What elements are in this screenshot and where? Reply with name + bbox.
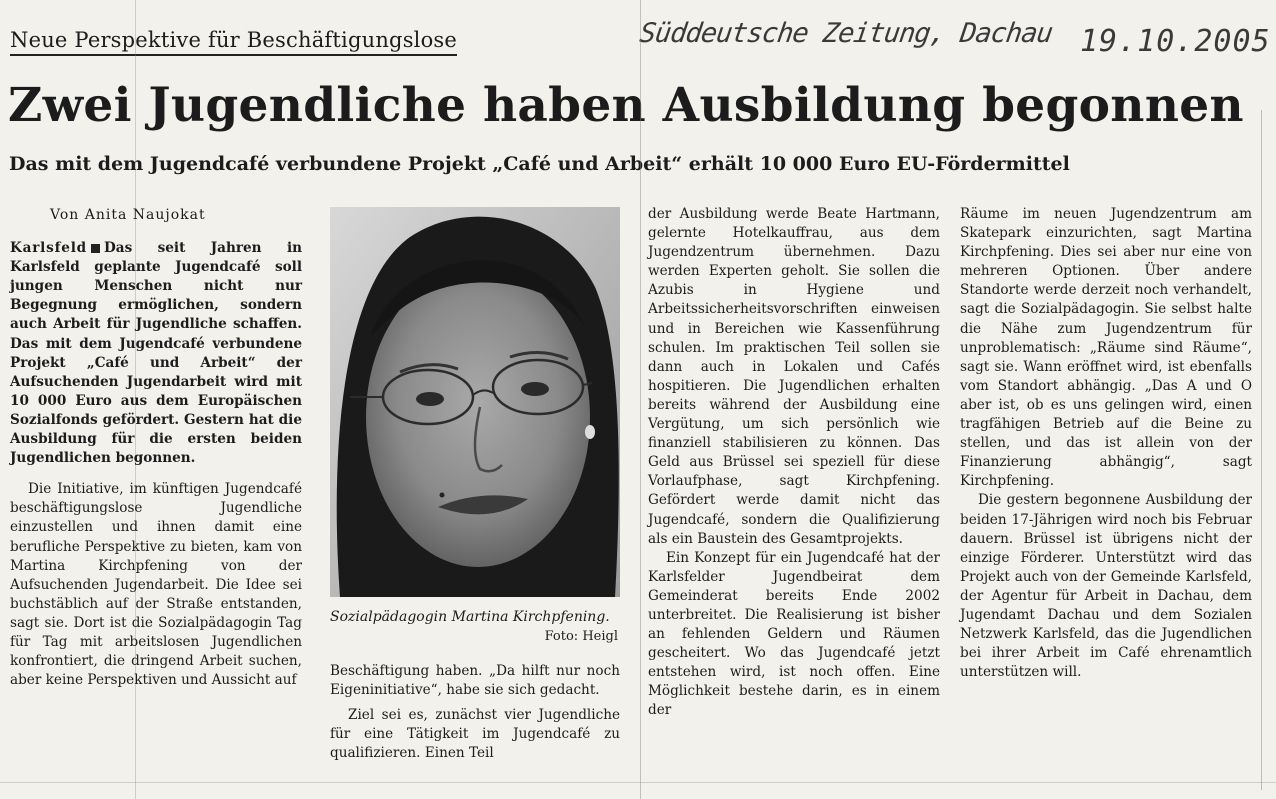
- lead-paragraph: [10, 239, 302, 468]
- body-paragraph: der Ausbildung werde Beate Hartmann, gelernte Hotelkauffrau, aus dem Jugendzentrum übernehmen. Dazu werden Experten geholt. Sie sollen die Azubis in Hygiene und Arbeitssicherheitsvorschriften einweisen und in Bereichen wie Kassenführung schulen. Im praktischen Teil sollen sie dann auch in Lokalen und Cafés hospitieren. Die Jugendlichen erhalten bereits während der Ausbildung eine Vergütung, um sich persönlich wie finanziell stabilisieren zu können. Das Geld aus Brüssel sei speziell für diese Vorlaufphase, sagt Kirchpfening. Gefördert werde damit nicht das Jugendcafé, sondern die Qualifizierung als ein Baustein des Gesamtprojekts.: [648, 206, 940, 547]
- portrait-photo: [330, 207, 620, 597]
- kicker: Neue Perspektive für Beschäftigungslose: [10, 28, 457, 56]
- caption-text: Sozialpädagogin Martina Kirchpfening.: [330, 609, 610, 625]
- photo-credit: Foto: Heigl: [544, 629, 618, 644]
- dateline-place: Karlsfeld: [10, 240, 87, 257]
- column-3: [648, 205, 940, 721]
- body-paragraph: Die Initiative, im künftigen Jugendcafé beschäftigungslose Jugendliche einzustellen und ihnen damit eine berufliche Perspektive zu bieten, kam von Martina Kirchpfening von der Aufsuchenden Jugendarbeit. Die Idee sei buchstäblich auf der Straße entstanden, sagt sie. Dort ist die Sozialpädagogin Tag für Tag mit arbeitslosen Jugendlichen konfrontiert, die dringend Arbeit suchen, aber keine Perspektiven und Aussicht auf: [10, 481, 302, 689]
- column-2: [330, 662, 620, 763]
- headline: Zwei Jugendliche haben Ausbildung begonnen: [8, 78, 1244, 133]
- column-1: [10, 206, 302, 690]
- body-paragraph: Räume im neuen Jugendzentrum am Skatepark einzurichten, sagt Martina Kirchpfening. Dies sei aber nur eine von mehreren Optionen. Über andere Standorte werde derzeit noch verhandelt, sagt die Sozialpädagogin. Sie selbst halte die Nähe zum Jugendzentrum für unproblematisch: „Räume sind Räume“, sagt sie. Wann eröffnet wird, ist ebenfalls vom Standort abhängig. „Das A und O aber ist, ob es uns gelingen wird, einen tragfähigen Betrieb auf die Beine zu stellen, und das ist allein von der Finanzierung abhängig“, sagt Kirchpfening.: [960, 206, 1252, 490]
- column-4: [960, 205, 1252, 682]
- subheadline: Das mit dem Jugendcafé verbundene Projekt „Café und Arbeit“ erhält 10 000 Euro EU-Fördermittel: [9, 153, 1070, 175]
- photo-caption: [330, 607, 620, 644]
- portrait-image: [330, 207, 620, 597]
- dateline-square-icon: [91, 244, 100, 253]
- lead-text: Das seit Jahren in Karlsfeld geplante Jugendcafé soll jungen Menschen nicht nur Begegnung ermöglichen, sondern auch Arbeit für Jugendliche schaffen. Das mit dem Jugendcafé verbundene Projekt „Café und Arbeit“ der Aufsuchenden Jugendarbeit wird mit 10 000 Euro aus dem Europäischen Sozialfonds gefördert. Gestern hat die Ausbildung für die ersten beiden Jugendlichen begonnen.: [10, 240, 302, 467]
- handwritten-source: Süddeutsche Zeitung, Dachau: [637, 18, 1055, 49]
- body-paragraph: Die gestern begonnene Ausbildung der beiden 17-Jährigen wird noch bis Februar dauern. Brüssel ist übrigens nicht der einzige Förderer. Unterstützt wird das Projekt auch von der Gemeinde Karlsfeld, der Agentur für Arbeit in Dachau, dem Jugendamt Dachau und dem Sozialen Netzwerk Karlsfeld, das die Jugendlichen bei ihrer Arbeit im Café ehrenamtlich unterstützen will.: [960, 492, 1252, 681]
- body-paragraph: Ein Konzept für ein Jugendcafé hat der Karlsfelder Jugendbeirat dem Gemeinderat bereits Ende 2002 unterbreitet. Die Realisierung ist bisher an fehlenden Geldern und Räumen gescheitert. Wo das Jugendcafé jetzt entstehen wird, ist noch offen. Eine Möglichkeit bestehe darin, es in einem der: [648, 549, 940, 719]
- byline: Von Anita Naujokat: [50, 207, 206, 223]
- fold-line: [640, 0, 641, 799]
- body-paragraph: Beschäftigung haben. „Da hilft nur noch Eigeninitiative“, habe sie sich gedacht.: [330, 663, 620, 699]
- handwritten-date: 19.10.2005: [1080, 24, 1271, 59]
- fold-line: [0, 782, 1276, 783]
- fold-line: [1261, 110, 1262, 790]
- body-paragraph: Ziel sei es, zunächst vier Jugendliche für eine Tätigkeit im Jugendcafé zu qualifizieren. Einen Teil: [330, 707, 620, 762]
